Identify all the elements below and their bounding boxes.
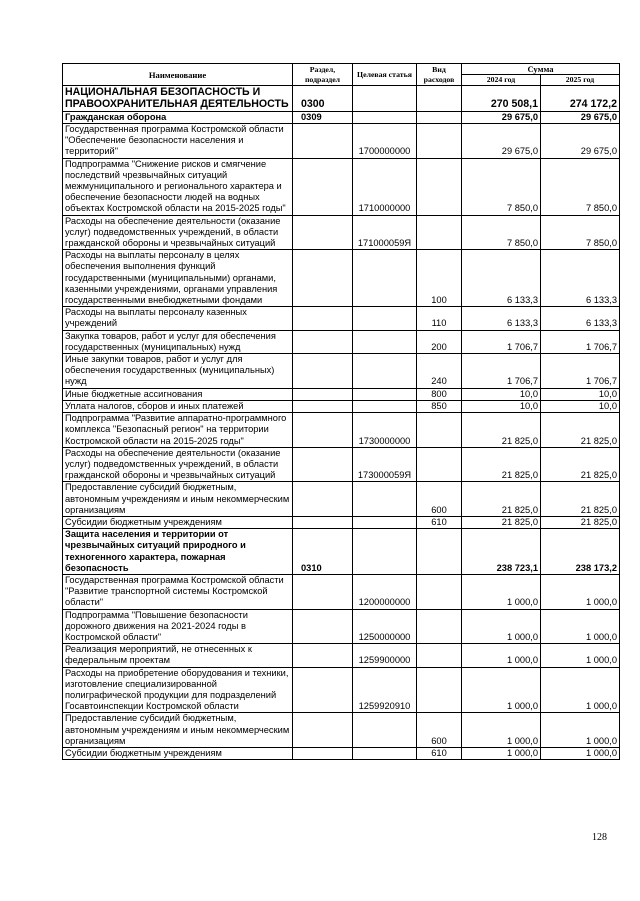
row-type-cell: 110 <box>417 307 462 330</box>
row-section-cell <box>293 330 353 353</box>
row-type-cell <box>417 215 462 250</box>
row-name-cell: Расходы на обеспечение деятельности (оказание услуг) подведомственных учреждений, в области гражданской обороны и чрезвычайных ситуаций <box>63 447 293 482</box>
row-sum-2024-cell: 1 000,0 <box>462 667 541 713</box>
table-row <box>63 609 620 644</box>
row-sum-2025-cell: 6 133,3 <box>541 250 620 307</box>
row-type-cell <box>417 158 462 215</box>
row-type-cell: 200 <box>417 330 462 353</box>
row-sum-2024-cell: 6 133,3 <box>462 250 541 307</box>
row-name-cell: Иные бюджетные ассигнования <box>63 388 293 400</box>
row-type-cell <box>417 667 462 713</box>
row-name-cell: Предоставление субсидий бюджетным, автономным учреждениям и иным некоммерческим организациям <box>63 713 293 748</box>
row-sum-2025-cell: 6 133,3 <box>541 307 620 330</box>
row-target-cell <box>353 482 417 517</box>
row-sum-2025-cell: 21 825,0 <box>541 516 620 528</box>
table-row <box>63 482 620 517</box>
table-row <box>63 644 620 667</box>
table-row <box>63 215 620 250</box>
row-sum-2025-cell: 29 675,0 <box>541 124 620 159</box>
row-target-cell: 1200000000 <box>353 574 417 609</box>
row-section-cell <box>293 747 353 759</box>
table-row <box>63 413 620 448</box>
budget-table <box>62 63 620 760</box>
table-row <box>63 516 620 528</box>
row-sum-2025-cell: 29 675,0 <box>541 111 620 123</box>
row-sum-2024-cell: 21 825,0 <box>462 482 541 517</box>
row-sum-2024-cell: 270 508,1 <box>462 86 541 112</box>
row-sum-2024-cell: 21 825,0 <box>462 413 541 448</box>
row-section-cell <box>293 354 353 389</box>
row-target-cell <box>353 111 417 123</box>
row-target-cell <box>353 354 417 389</box>
row-section-cell <box>293 158 353 215</box>
table-row <box>63 447 620 482</box>
row-name-cell: Иные закупки товаров, работ и услуг для обеспечения государственных (муниципальных) нужд <box>63 354 293 389</box>
row-section-cell <box>293 400 353 412</box>
row-section-cell <box>293 250 353 307</box>
row-section-cell: 0309 <box>293 111 353 123</box>
row-sum-2025-cell: 1 000,0 <box>541 747 620 759</box>
row-sum-2025-cell: 238 173,2 <box>541 529 620 575</box>
row-type-cell: 610 <box>417 516 462 528</box>
row-target-cell <box>353 86 417 112</box>
table-row <box>63 388 620 400</box>
row-target-cell: 1710000000 <box>353 158 417 215</box>
table-row <box>63 307 620 330</box>
table-row <box>63 158 620 215</box>
row-sum-2025-cell: 1 706,7 <box>541 354 620 389</box>
row-sum-2024-cell: 1 706,7 <box>462 330 541 353</box>
row-sum-2024-cell: 1 000,0 <box>462 747 541 759</box>
row-section-cell <box>293 482 353 517</box>
row-name-cell: Уплата налогов, сборов и иных платежей <box>63 400 293 412</box>
row-type-cell: 100 <box>417 250 462 307</box>
table-row <box>63 330 620 353</box>
row-target-cell <box>353 713 417 748</box>
row-type-cell: 600 <box>417 713 462 748</box>
row-section-cell <box>293 124 353 159</box>
name-column-header: Наименование <box>63 64 293 86</box>
table-row <box>63 713 620 748</box>
type-column-header: Вид расходов <box>417 64 462 86</box>
row-sum-2024-cell: 1 000,0 <box>462 713 541 748</box>
row-sum-2025-cell: 1 000,0 <box>541 667 620 713</box>
row-name-cell: Расходы на выплаты персоналу казенных учреждений <box>63 307 293 330</box>
row-target-cell <box>353 516 417 528</box>
row-name-cell: Расходы на приобретение оборудования и техники, изготовление специализированной полиграфической продукции для подразделений Госавтоинспекции Костромской области <box>63 667 293 713</box>
row-sum-2025-cell: 274 172,2 <box>541 86 620 112</box>
row-target-cell: 173000059Я <box>353 447 417 482</box>
row-sum-2025-cell: 1 000,0 <box>541 644 620 667</box>
row-section-cell <box>293 388 353 400</box>
row-type-cell <box>417 574 462 609</box>
row-target-cell <box>353 388 417 400</box>
row-type-cell: 610 <box>417 747 462 759</box>
row-section-cell: 0310 <box>293 529 353 575</box>
table-row <box>63 250 620 307</box>
row-name-cell: Государственная программа Костромской области "Развитие транспортной системы Костромской области" <box>63 574 293 609</box>
row-sum-2024-cell: 21 825,0 <box>462 516 541 528</box>
row-sum-2025-cell: 1 000,0 <box>541 609 620 644</box>
row-target-cell <box>353 250 417 307</box>
table-row <box>63 354 620 389</box>
row-sum-2025-cell: 1 000,0 <box>541 713 620 748</box>
row-type-cell <box>417 86 462 112</box>
row-target-cell <box>353 400 417 412</box>
row-sum-2025-cell: 21 825,0 <box>541 482 620 517</box>
table-row <box>63 529 620 575</box>
row-sum-2025-cell: 21 825,0 <box>541 447 620 482</box>
row-name-cell: Предоставление субсидий бюджетным, автономным учреждениям и иным некоммерческим организациям <box>63 482 293 517</box>
row-section-cell <box>293 516 353 528</box>
target-column-header: Целевая статья <box>353 64 417 86</box>
row-target-cell <box>353 747 417 759</box>
row-name-cell: Государственная программа Костромской области "Обеспечение безопасности населения и территорий" <box>63 124 293 159</box>
row-type-cell: 240 <box>417 354 462 389</box>
row-sum-2024-cell: 29 675,0 <box>462 124 541 159</box>
row-sum-2024-cell: 21 825,0 <box>462 447 541 482</box>
row-sum-2024-cell: 1 000,0 <box>462 609 541 644</box>
row-sum-2024-cell: 29 675,0 <box>462 111 541 123</box>
row-sum-2024-cell: 1 000,0 <box>462 644 541 667</box>
row-name-cell: Закупка товаров, работ и услуг для обеспечения государственных (муниципальных) нужд <box>63 330 293 353</box>
row-name-cell: Подпрограмма "Развитие аппаратно-программного комплекса "Безопасный регион" на территории Костромской области на 2015-2025 годы" <box>63 413 293 448</box>
row-name-cell: Реализация мероприятий, не отнесенных к федеральным проектам <box>63 644 293 667</box>
row-sum-2024-cell: 7 850,0 <box>462 158 541 215</box>
row-target-cell <box>353 529 417 575</box>
row-sum-2025-cell: 1 000,0 <box>541 574 620 609</box>
row-section-cell: 0300 <box>293 86 353 112</box>
row-type-cell: 800 <box>417 388 462 400</box>
row-target-cell: 1259920910 <box>353 667 417 713</box>
row-name-cell: Подпрограмма "Повышение безопасности дорожного движения на 2021-2024 годы в Костромской области" <box>63 609 293 644</box>
row-section-cell <box>293 644 353 667</box>
row-sum-2025-cell: 21 825,0 <box>541 413 620 448</box>
row-sum-2024-cell: 10,0 <box>462 388 541 400</box>
table-row <box>63 574 620 609</box>
row-section-cell <box>293 713 353 748</box>
row-target-cell <box>353 330 417 353</box>
row-target-cell: 171000059Я <box>353 215 417 250</box>
row-sum-2025-cell: 10,0 <box>541 400 620 412</box>
row-type-cell: 850 <box>417 400 462 412</box>
row-sum-2024-cell: 7 850,0 <box>462 215 541 250</box>
row-name-cell: Защита населения и территории от чрезвычайных ситуаций природного и техногенного характера, пожарная безопасность <box>63 529 293 575</box>
header-row <box>63 64 620 75</box>
row-sum-2024-cell: 6 133,3 <box>462 307 541 330</box>
row-target-cell: 1730000000 <box>353 413 417 448</box>
year-2024-header: 2024 год <box>462 75 541 86</box>
row-name-cell: Расходы на обеспечение деятельности (оказание услуг) подведомственных учреждений, в области гражданской обороны и чрезвычайных ситуаций <box>63 215 293 250</box>
row-type-cell <box>417 609 462 644</box>
row-section-cell <box>293 447 353 482</box>
row-type-cell <box>417 124 462 159</box>
row-name-cell: Расходы на выплаты персоналу в целях обеспечения выполнения функций государственными (муниципальными) органами, казенными учреждениями, органами управления государственными внебюджетными фондами <box>63 250 293 307</box>
table-row <box>63 747 620 759</box>
row-section-cell <box>293 307 353 330</box>
row-section-cell <box>293 215 353 250</box>
row-target-cell: 1700000000 <box>353 124 417 159</box>
row-type-cell <box>417 529 462 575</box>
row-section-cell <box>293 667 353 713</box>
row-name-cell: Субсидии бюджетным учреждениям <box>63 516 293 528</box>
table-body <box>63 86 620 760</box>
row-type-cell <box>417 111 462 123</box>
row-target-cell: 1259900000 <box>353 644 417 667</box>
row-name-cell: Субсидии бюджетным учреждениям <box>63 747 293 759</box>
row-sum-2025-cell: 7 850,0 <box>541 215 620 250</box>
row-name-cell: НАЦИОНАЛЬНАЯ БЕЗОПАСНОСТЬ И ПРАВООХРАНИТЕЛЬНАЯ ДЕЯТЕЛЬНОСТЬ <box>63 86 293 112</box>
table-row <box>63 111 620 123</box>
table-row <box>63 667 620 713</box>
row-type-cell: 600 <box>417 482 462 517</box>
row-name-cell: Подпрограмма "Снижение рисков и смягчение последствий чрезвычайных ситуаций межмуниципального и регионального характера и обеспечение безопасности людей на водных объектах Костромской области на 2015-2025 годы" <box>63 158 293 215</box>
table-row <box>63 124 620 159</box>
row-section-cell <box>293 413 353 448</box>
row-sum-2024-cell: 1 000,0 <box>462 574 541 609</box>
row-sum-2025-cell: 7 850,0 <box>541 158 620 215</box>
row-sum-2024-cell: 1 706,7 <box>462 354 541 389</box>
row-sum-2025-cell: 1 706,7 <box>541 330 620 353</box>
row-type-cell <box>417 447 462 482</box>
row-sum-2025-cell: 10,0 <box>541 388 620 400</box>
row-sum-2024-cell: 10,0 <box>462 400 541 412</box>
row-sum-2024-cell: 238 723,1 <box>462 529 541 575</box>
row-section-cell <box>293 609 353 644</box>
row-type-cell <box>417 644 462 667</box>
row-target-cell: 1250000000 <box>353 609 417 644</box>
sum-column-header: Сумма <box>462 64 620 75</box>
row-type-cell <box>417 413 462 448</box>
row-name-cell: Гражданская оборона <box>63 111 293 123</box>
year-2025-header: 2025 год <box>541 75 620 86</box>
section-column-header: Раздел, подраздел <box>293 64 353 86</box>
row-target-cell <box>353 307 417 330</box>
table-row <box>63 86 620 112</box>
page-number: 128 <box>592 832 607 843</box>
row-section-cell <box>293 574 353 609</box>
table-row <box>63 400 620 412</box>
